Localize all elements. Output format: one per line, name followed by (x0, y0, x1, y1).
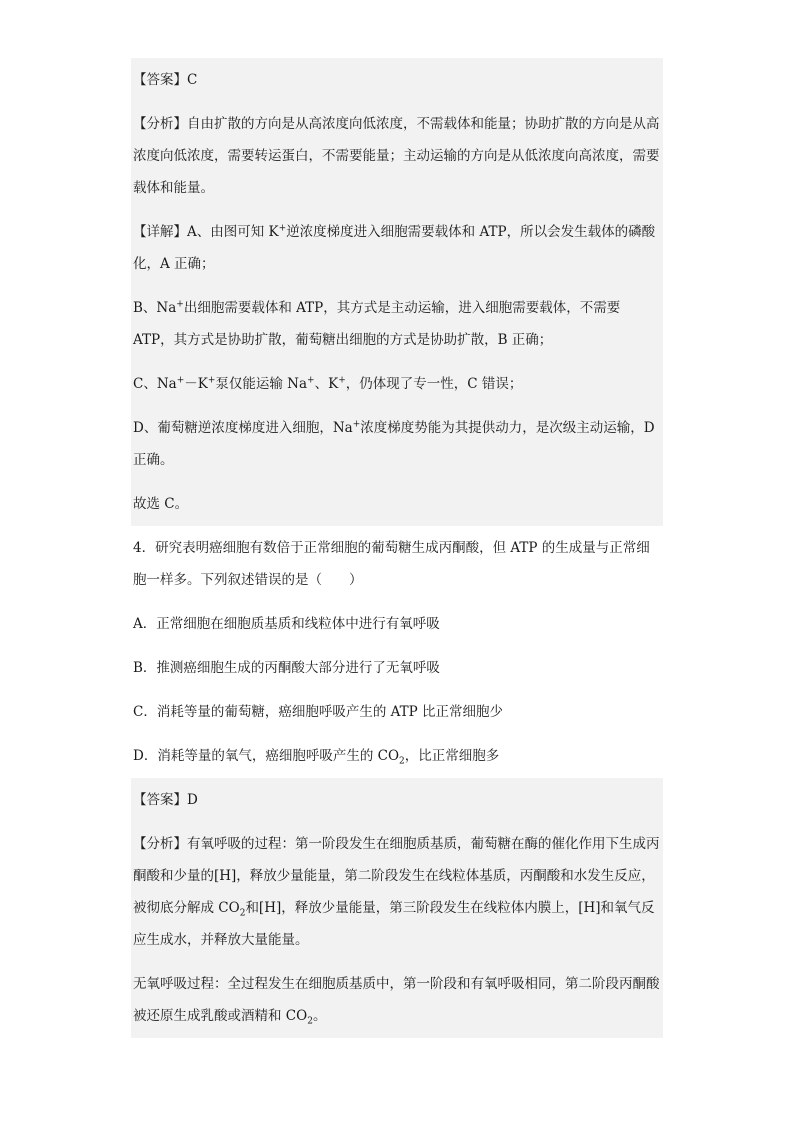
option-d-text-2: ，比正常细胞多 (404, 748, 500, 764)
anaerobic-text: 无氧呼吸过程：全过程发生在细胞质基质中，第一阶段和有氧呼吸相同，第二阶段丙酮酸被还原生成乳酸或酒精和 CO (133, 976, 660, 1024)
answer-line (133, 58, 661, 102)
analysis-text: 自由扩散的方向是从高浓度向低浓度，不需载体和能量；协助扩散的方向是从高浓度向低浓度，需要转运蛋白，不需要能量；主动运输的方向是从低浓度向高浓度，需要载体和能量。 (133, 116, 660, 196)
anaerobic-text-2: 。 (312, 1008, 327, 1024)
analysis-text: 有氧呼吸的过程：第一阶段发生在细胞质基质，葡萄糖在酶的催化作用下生成丙酮酸和少量的[H]，释放少量能量，第二阶段发生在线粒体基质，丙酮酸和水发生反应，被彻底分解成 CO (133, 836, 660, 916)
answer-block-q3 (131, 58, 663, 526)
detail-d-text: D、葡萄糖逆浓度梯度进入细胞，Na (133, 420, 353, 436)
detail-paragraph-d (133, 406, 661, 482)
superscript-plus: + (207, 375, 216, 386)
detail-paragraph-b (133, 286, 661, 362)
analysis-tag: 【分析】 (133, 836, 187, 852)
detail-c-text-3: 泵仅能运输 Na (215, 376, 308, 392)
answer-line (133, 778, 661, 822)
option-b: B．推测癌细胞生成的丙酮酸大部分进行了无氧呼吸 (133, 660, 440, 676)
option-d (133, 734, 663, 778)
analysis-paragraph (133, 102, 661, 210)
document-page (131, 58, 663, 1038)
conclusion-line: 故选 C。 (133, 496, 189, 512)
detail-b-text-2: 出细胞需要载体和 ATP，其方式是主动运输，进入细胞需要载体，不需要 ATP，其方式是协助扩散，葡萄糖出细胞的方式是协助扩散，B 正确； (133, 300, 625, 348)
option-a: A．正常细胞在细胞质基质和线粒体中进行有氧呼吸 (133, 616, 440, 632)
superscript-plus: + (278, 223, 287, 234)
detail-a-text: A、由图可知 K (187, 224, 279, 240)
analysis-tag: 【分析】 (133, 116, 187, 132)
analysis-paragraph (133, 822, 661, 962)
detail-c-text-2: －K (184, 376, 208, 392)
answer-tag: 【答案】 (133, 792, 187, 808)
detail-c-text-5: ，仍体现了专一性，C 错误； (345, 376, 523, 392)
superscript-plus: + (176, 299, 184, 310)
option-c: C．消耗等量的葡萄糖，癌细胞呼吸产生的 ATP 比正常细胞少 (133, 704, 504, 720)
detail-paragraph-a (133, 210, 661, 286)
detail-c-text-4: 、K (314, 376, 339, 392)
detail-a-text-2: 逆浓度梯度进入细胞需要载体和 ATP，所以会发生载体的磷酸化，A 正确； (133, 224, 656, 272)
detail-paragraph-c (133, 362, 661, 406)
answer-tag: 【答案】 (133, 72, 187, 88)
detail-b-text: B、Na (133, 300, 177, 316)
superscript-plus: + (176, 375, 185, 386)
superscript-plus: + (352, 419, 361, 430)
detail-d-text-2: 浓度梯度势能为其提供动力，是次级主动运输，D 正确。 (133, 420, 659, 468)
question-4 (131, 526, 663, 778)
analysis-text-2: 和[H]，释放少量能量，第三阶段发生在线粒体内膜上，[H]和氧气反应生成水，并释放大量能量。 (133, 900, 655, 948)
superscript-plus: + (338, 375, 346, 386)
detail-c-text: C、Na (133, 376, 177, 392)
answer-value: D (187, 792, 198, 808)
option-d-text: D．消耗等量的氧气，癌细胞呼吸产生的 CO (133, 748, 400, 764)
subscript-2: 2 (307, 1016, 313, 1027)
subscript-2: 2 (239, 908, 246, 919)
answer-value: C (187, 72, 198, 88)
question-stem: 4．研究表明癌细胞有数倍于正常细胞的葡萄糖生成丙酮酸，但 ATP 的生成量与正常细胞一样多。下列叙述错误的是（ ） (133, 540, 650, 588)
superscript-plus: + (307, 375, 315, 386)
anaerobic-paragraph (133, 962, 661, 1038)
detail-tag: 【详解】 (133, 224, 187, 240)
subscript-2: 2 (399, 756, 405, 767)
answer-block-q4 (131, 778, 663, 1038)
